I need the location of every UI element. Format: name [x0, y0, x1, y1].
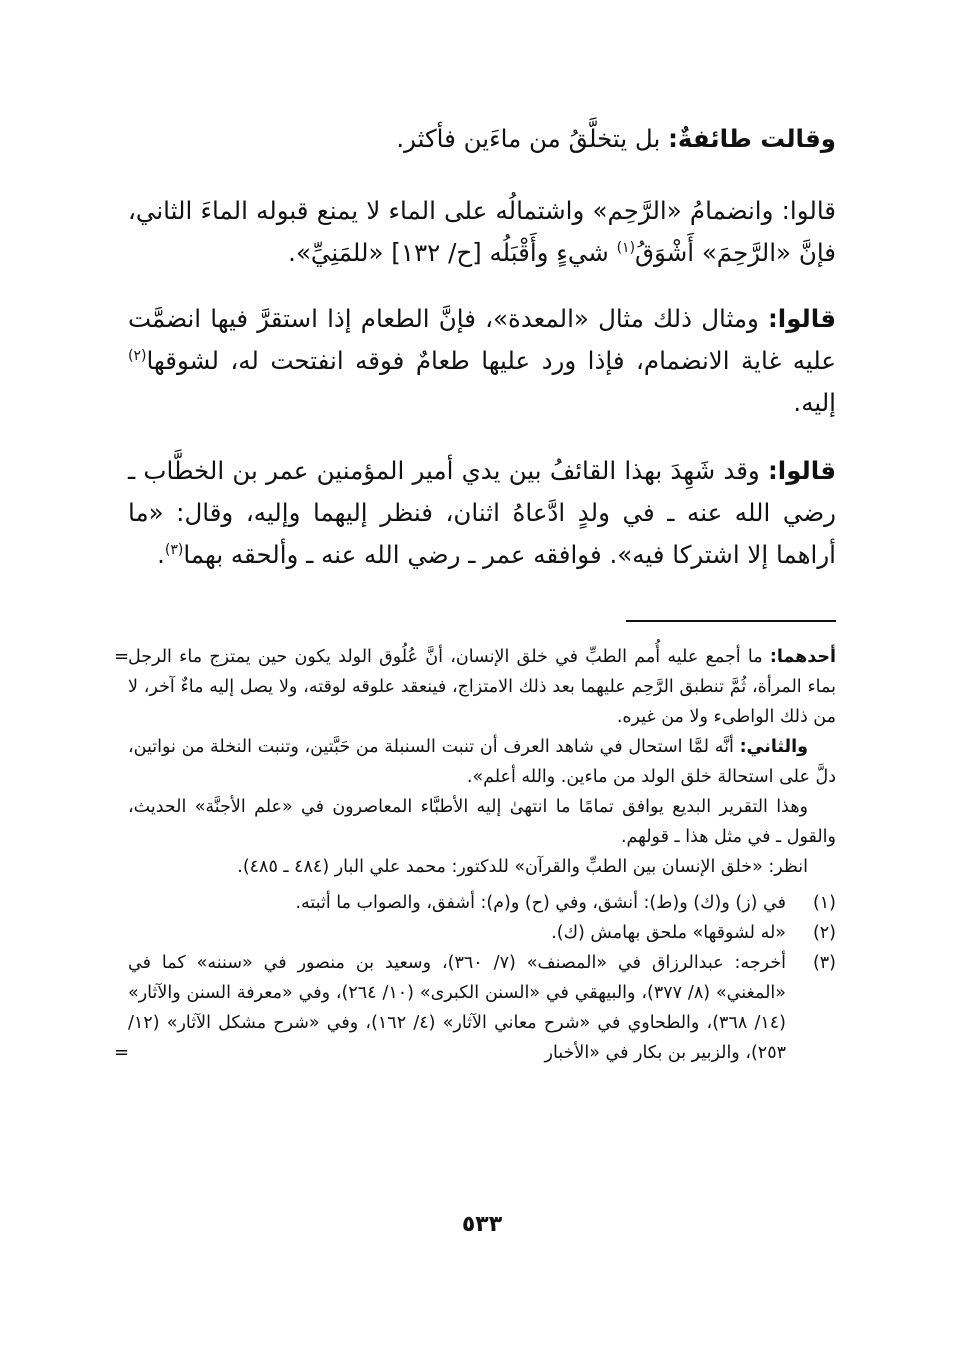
footnote-2 [128, 918, 836, 948]
footnote-1 [128, 888, 836, 918]
footnote-separator [626, 620, 836, 622]
footnotes-area [114, 642, 836, 1068]
footnote-number: (٢) [812, 923, 836, 943]
paragraph-4 [128, 450, 836, 576]
note-lead: والثاني: [739, 737, 808, 757]
paragraph-lead: قالوا: [768, 304, 836, 333]
note-paragraph: انظر: «خلق الإنسان بين الطبِّ والقرآن» للدكتور: محمد علي البار (٤٨٤ ـ ٤٨٥). [237, 857, 808, 877]
note-text: أنَّه لمَّا استحال في شاهد العرف أن تنبت السنبلة من حَبَّتين، وتنبت النخلة من نواتين، دلَّ على استحالة خلق الولد من ماءين. والله أعلم». [128, 737, 836, 787]
paragraph-text: وانضمامُ «الرَّحِم» واشتمالُه على الماء لا يمنع قبوله الماءَ الثاني، فإنَّ «الرَّحِمَ» أَشْوَقُ [128, 196, 836, 267]
footnote-text: «له لشوقها» ملحق بهامش (ك). [551, 923, 786, 943]
paragraph-2 [128, 190, 836, 274]
paragraph-text: إليه. [793, 388, 836, 417]
note-paragraph: وهذا التقرير البديع يوافق تمامًا ما انتهىٰ إليه الأطبَّاء المعاصرون في «علم الأجنَّة» الحديث، والقول ـ في مثل هذا ـ قولهم. [128, 797, 836, 847]
footnote-ref-1[interactable]: (١) [616, 239, 636, 256]
paragraph-lead: وقالت طائفةٌ: [668, 124, 836, 153]
footnote-text: في (ز) و(ك) و(ط): أنشق، وفي (ح) و(م): أشفق، والصواب ما أثبته. [295, 893, 786, 913]
paragraph-lead: قالوا: [781, 196, 836, 225]
main-text [128, 118, 836, 576]
continued-note [114, 642, 836, 882]
paragraph-text: شيءٍ وأَقْبَلُه [ح/ ١٣٢] «للمَنِيِّ». [288, 238, 617, 267]
footnote-text: أخرجه: عبدالرزاق في «المصنف» (٧/ ٣٦٠)، وسعيد بن منصور في «سننه» كما في «المغني» (٨/ ٣٧٧)، والبيهقي في «السنن الكبرى» (١٠/ ٢٦٤)، وفي «معرفة السنن والآثار» (١٤/ ٣٦٨)، والطحاوي في «شرح معاني الآثار» (٤/ ١٦٢)، وفي «شرح مشكل الآثار» (١٢/ ٢٥٣)، والزبير بن بكار في «الأخبار [128, 953, 786, 1063]
paragraph-lead: قالوا: [768, 456, 836, 485]
continuation-mark: = [114, 1042, 130, 1063]
paragraph-text: ومثال ذلك مثال «المعدة»، فإنَّ الطعام إذا استقرَّ فيها انضمَّت عليه غاية الانضمام، فإذا ورد عليها طعامٌ فوقه انفتحت له، لشوقها [128, 304, 836, 375]
footnote-ref-2[interactable]: (٢) [128, 347, 147, 364]
footnote-number: (١) [812, 893, 836, 913]
footnote-3 [114, 948, 836, 1068]
paragraph-3 [128, 298, 836, 424]
paragraph-text: . [157, 540, 165, 569]
note-paragraph [128, 642, 836, 732]
paragraph-text: بل يتخلَّقُ من ماءَين فأكثر. [396, 124, 669, 153]
footnote-number: (٣) [812, 953, 836, 973]
paragraph-1 [128, 118, 836, 160]
page-number: ٥٣٣ [461, 1212, 503, 1237]
note-lead: أحدهما: [769, 647, 836, 667]
note-paragraph [128, 732, 836, 792]
paragraph-text: وقد شَهِدَ بهذا القائفُ بين يدي أمير المؤمنين عمر بن الخطَّاب ـ رضي الله عنه ـ في ولدٍ ادَّعاهُ اثنان، فنظر إليهما وإليه، وقال: «ما أراهما إلا اشتركا فيه». فوافقه عمر ـ رضي الله عنه ـ وألحقه بهما [128, 456, 836, 569]
continuation-mark: = [114, 646, 130, 667]
note-text: ما أجمع عليه أُمم الطبِّ في خلق الإنسان، أنَّ عُلُوق الولد يكون حين يمتزج ماء الرجل بماء المرأة، ثُمَّ تنطبق الرَّحِم عليهما بعد ذلك الامتزاج، فينعقد علوقه لوقته، ولا يصل إليه ماءٌ آخر، لا من ذلك الواطىء ولا من غيره. [128, 647, 836, 727]
footnote-ref-3[interactable]: (٣) [164, 541, 184, 558]
